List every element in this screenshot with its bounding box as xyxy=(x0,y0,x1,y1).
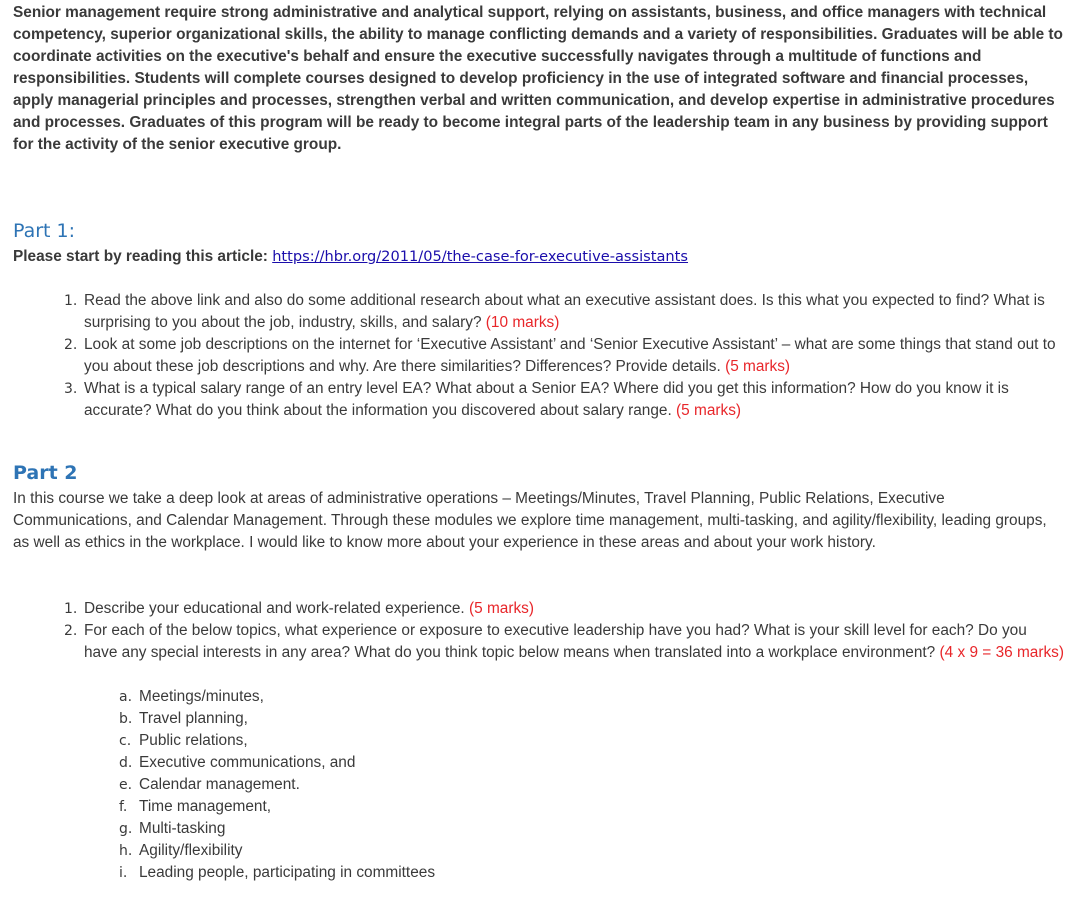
topic-item xyxy=(119,774,719,796)
topic-letter: a. xyxy=(119,689,133,705)
topic-letter: f. xyxy=(119,799,128,815)
list-number: 1. xyxy=(64,293,78,309)
list-number: 1. xyxy=(64,601,78,617)
marks-label: (5 marks) xyxy=(676,402,742,419)
topic-letter: d. xyxy=(119,755,133,771)
topic-text: Travel planning, xyxy=(139,710,248,727)
question-text: What is a typical salary range of an entry level EA? What about a Senior EA? Where did you get this information? How do you know it is accurate? What do you think about the information you discovered about salary range. xyxy=(84,380,1009,419)
part2-heading: Part 2 xyxy=(13,462,78,484)
question-text: Look at some job descriptions on the internet for ‘Executive Assistant’ and ‘Senior Executive Assistant’ – what are some things that stand out to you about these job descriptions and why. Are there similarities? Differences? Provide details. xyxy=(84,336,1056,375)
topic-text: Meetings/minutes, xyxy=(139,688,264,705)
topic-item xyxy=(119,730,719,752)
list-item xyxy=(64,290,1064,334)
topic-item xyxy=(119,752,719,774)
part1-heading: Part 1: xyxy=(13,220,76,242)
marks-label: (5 marks) xyxy=(725,358,791,375)
question-text: For each of the below topics, what experience or exposure to executive leadership have you had? What is your skill level for each? Do you have any special interests in any area? What do you think topic below means when translated into a workplace environment? xyxy=(84,622,1027,661)
topic-letter: g. xyxy=(119,821,133,837)
marks-label: (4 x 9 = 36 marks) xyxy=(939,644,1064,661)
part1-instruction-text: Please start by reading this article: xyxy=(13,248,273,265)
list-item xyxy=(64,378,1064,422)
topic-text: Leading people, participating in committees xyxy=(139,864,436,881)
topic-letter: b. xyxy=(119,711,133,727)
list-number: 3. xyxy=(64,381,78,397)
topic-letter: h. xyxy=(119,843,133,859)
topic-text: Calendar management. xyxy=(139,776,300,793)
topic-item xyxy=(119,818,719,840)
topic-list xyxy=(119,686,719,884)
topic-item xyxy=(119,796,719,818)
part1-question-list xyxy=(64,290,1064,422)
topic-text: Multi-tasking xyxy=(139,820,226,837)
intro-paragraph: Senior management require strong administrative and analytical support, relying on assistants, business, and office managers with technical competency, superior organizational skills, the ability to manage conflicting demands and a variety of responsibilities. Graduates will be able to coordinate activities on the executive's behalf and ensure the executive successfully navigates through a multitude of functions and responsibilities. Students will complete courses designed to develop proficiency in the use of integrated software and financial processes, apply managerial principles and processes, strengthen verbal and written communication, and develop expertise in administrative procedures and processes. Graduates of this program will be ready to become integral parts of the leadership team in any business by providing support for the activity of the senior executive group. xyxy=(13,4,1063,153)
topic-text: Time management, xyxy=(139,798,272,815)
topic-letter: e. xyxy=(119,777,133,793)
topic-text: Executive communications, and xyxy=(139,754,356,771)
list-number: 2. xyxy=(64,623,78,639)
part1-instruction xyxy=(13,246,688,268)
list-item xyxy=(64,598,1064,620)
question-text: Read the above link and also do some additional research about what an executive assistant does. Is this what you expected to find? What is surprising to you about the job, industry, skills, and salary? xyxy=(84,292,1045,331)
article-link[interactable]: https://hbr.org/2011/05/the-case-for-executive-assistants xyxy=(272,248,689,265)
topic-item xyxy=(119,840,719,862)
topic-item xyxy=(119,708,719,730)
list-number: 2. xyxy=(64,337,78,353)
marks-label: (5 marks) xyxy=(468,600,534,617)
list-item xyxy=(64,334,1064,378)
part2-question-list xyxy=(64,598,1064,664)
topic-item xyxy=(119,862,719,884)
topic-text: Agility/flexibility xyxy=(139,842,243,859)
topic-text: Public relations, xyxy=(139,732,248,749)
topic-letter: i. xyxy=(119,865,128,881)
document-page xyxy=(13,2,1071,881)
list-item xyxy=(64,620,1064,664)
question-text: Describe your educational and work-related experience. xyxy=(84,600,469,617)
topic-item xyxy=(119,686,719,708)
topic-letter: c. xyxy=(119,733,132,749)
part2-paragraph: In this course we take a deep look at areas of administrative operations – Meetings/Minutes, Travel Planning, Public Relations, Executive Communications, and Calendar Management. Through these modules we explore time management, multi-tasking, and agility/flexibility, leading groups, as well as ethics in the workplace. I would like to know more about your experience in these areas and about your work history. xyxy=(13,490,1047,551)
marks-label: (10 marks) xyxy=(485,314,560,331)
